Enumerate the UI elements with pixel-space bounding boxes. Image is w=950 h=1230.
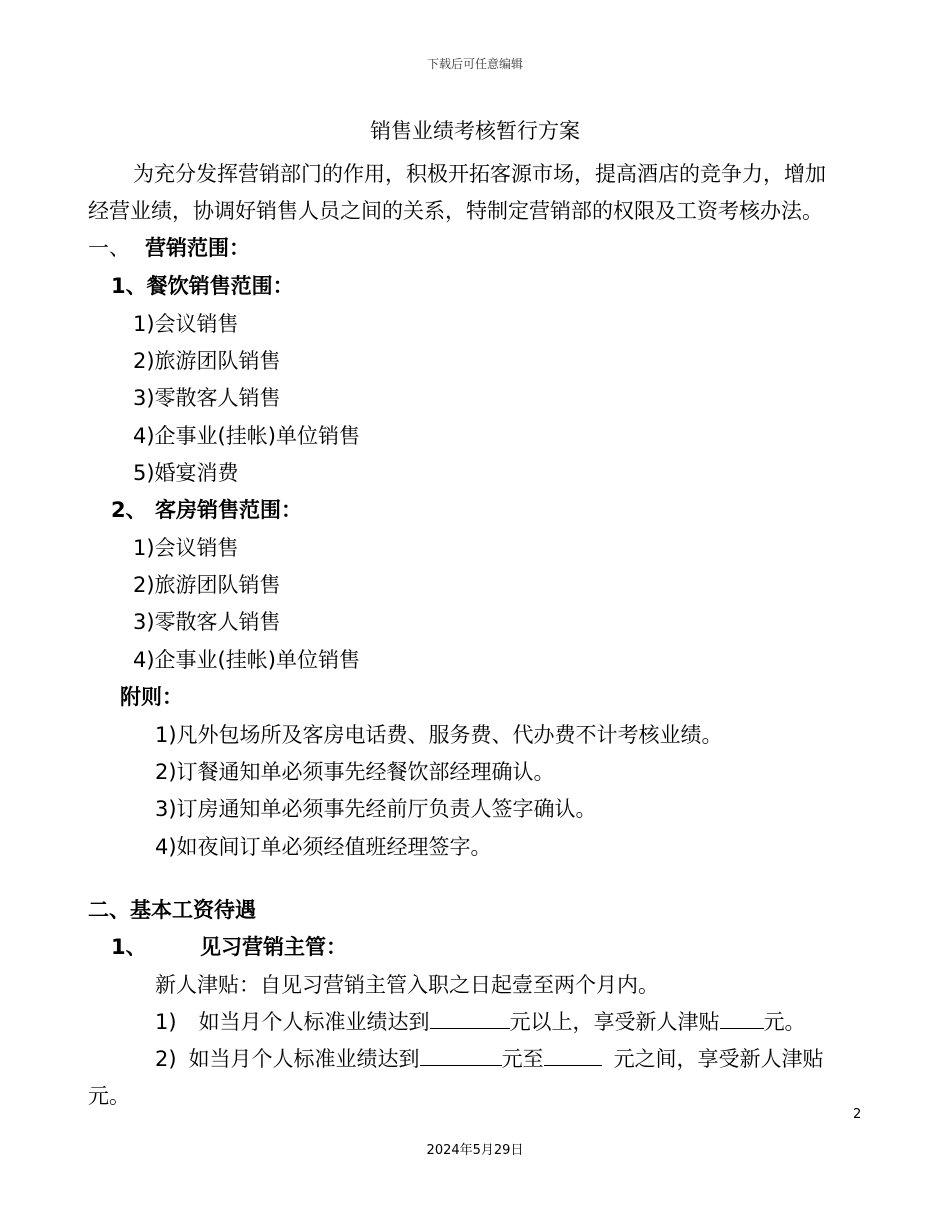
list-item: 1)会议销售	[133, 312, 239, 336]
allowance-line-2	[155, 1045, 824, 1073]
list-item: 4)企事业(挂帐)单位销售	[133, 648, 360, 672]
list-item: 3)零散客人销售	[133, 610, 281, 634]
page-footer-date: 2024年5月29日	[426, 1143, 524, 1158]
subsection-heading: 客房销售范围：	[155, 498, 302, 522]
list-item: 4)如夜间订单必须经值班经理签字。	[155, 835, 492, 859]
document-title: 销售业绩考核暂行方案	[370, 119, 580, 143]
text-segment: 如当月个人标准业绩达到	[188, 1047, 420, 1071]
subsection-number: 1、	[111, 935, 147, 959]
list-item: 3)零散客人销售	[133, 386, 281, 410]
text-segment: 元至	[501, 1047, 544, 1071]
list-item: 2)订餐通知单必须事先经餐饮部经理确认。	[155, 760, 555, 784]
list-item: 4)企事业(挂帐)单位销售	[133, 424, 360, 448]
section-2-title: 二、基本工资待遇	[88, 898, 256, 922]
fill-in-blank[interactable]	[720, 1008, 764, 1029]
subsection-heading: 1、餐饮销售范围：	[111, 274, 294, 298]
list-item: 2)旅游团队销售	[133, 573, 281, 597]
section-1-number: 一、	[88, 236, 130, 260]
list-item: 3)订房通知单必须事先经前厅负责人签字确认。	[155, 797, 597, 821]
list-item: 1)会议销售	[133, 536, 239, 560]
text-segment: 元。	[763, 1010, 806, 1034]
list-item: 2)旅游团队销售	[133, 349, 281, 373]
allowance-line-2-continued: 元。	[88, 1084, 130, 1108]
text-segment: 元以上，享受新人津贴	[509, 1010, 720, 1034]
item-number: 2)	[155, 1047, 177, 1071]
fill-in-blank[interactable]	[420, 1045, 502, 1066]
fill-in-blank[interactable]	[430, 1008, 510, 1029]
intro-line-1: 为充分发挥营销部门的作用，积极开拓客源市场，提高酒店的竞争力，增加	[133, 162, 826, 186]
page-header: 下载后可任意编辑	[426, 57, 523, 71]
section-1-title: 营销范围：	[145, 236, 250, 260]
text-segment: 如当月个人标准业绩达到	[198, 1010, 430, 1034]
subsection-number: 2、	[111, 498, 147, 522]
text-segment: 元之间，享受新人津贴	[613, 1047, 824, 1071]
appendix-heading: 附则：	[120, 685, 183, 709]
intro-line-2: 经营业绩，协调好销售人员之间的关系，特制定营销部的权限及工资考核办法。	[88, 199, 823, 223]
list-item: 1)凡外包场所及客房电话费、服务费、代办费不计考核业绩。	[155, 723, 723, 747]
fill-in-blank[interactable]	[544, 1045, 602, 1066]
allowance-line-1	[155, 1008, 806, 1036]
page-number: 2	[853, 1107, 862, 1122]
paragraph: 新人津贴：自见习营销主管入职之日起壹至两个月内。	[155, 973, 659, 997]
item-number: 1)	[155, 1010, 177, 1034]
list-item: 5)婚宴消费	[133, 461, 239, 485]
subsection-heading: 见习营销主管：	[200, 935, 347, 959]
